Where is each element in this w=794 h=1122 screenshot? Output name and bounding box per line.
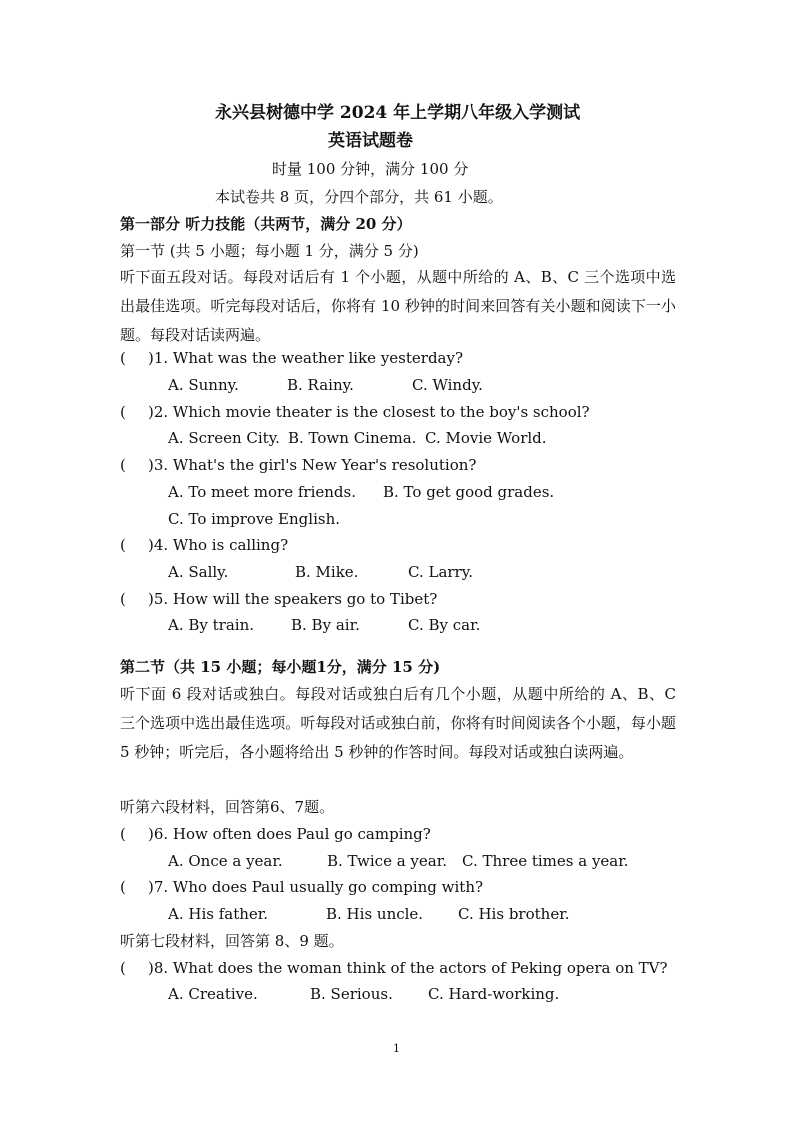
option-c: C. Movie World. <box>425 429 547 447</box>
section2-instruction: 听下面 6 段对话或独白。每段对话或独白后有几个小题，从题中所给的 A、B、C 三个选项中选出最佳选项。听每段对话或独白前，你将有时间阅读各个小题，每小题 5 秒钟；听完后，各小题将给出 5 秒钟的作答时间。每段对话或独白读两遍。 <box>120 685 676 761</box>
option-b: B. Town Cinema. <box>288 429 417 447</box>
question-6 <box>120 824 431 844</box>
question-text: )1. What was the weather like yesterday? <box>148 349 464 367</box>
option-b: B. His uncle. <box>326 905 424 923</box>
question-text: )6. How often does Paul go camping? <box>148 825 431 843</box>
option-a: A. Screen City. <box>168 429 280 447</box>
option-a: A. By train. <box>168 616 255 634</box>
material6-note: 听第六段材料，回答第6、7题。 <box>120 798 335 816</box>
page-number: 1 <box>393 1042 400 1055</box>
option-a: A. His father. <box>168 905 269 923</box>
answer-blank[interactable]: ( <box>120 590 126 608</box>
answer-blank[interactable]: ( <box>120 349 126 367</box>
question-4 <box>120 535 288 555</box>
option-a: A. Sunny. <box>168 376 239 394</box>
option-c: C. Larry. <box>408 563 473 581</box>
question-text: )3. What's the girl's New Year's resolution? <box>148 456 477 474</box>
option-c: C. To improve English. <box>168 510 340 528</box>
part1-heading: 第一部分 听力技能（共两节，满分 20 分） <box>120 215 412 233</box>
question-8 <box>120 958 668 978</box>
paper-info: 本试卷共 8 页，分四个部分，共 61 小题。 <box>215 188 503 206</box>
question-3 <box>120 455 476 475</box>
answer-blank[interactable]: ( <box>120 456 126 474</box>
option-a: A. To meet more friends. <box>168 483 356 501</box>
section1-instruction: 听下面五段对话。每段对话后有 1 个小题，从题中所给的 A、B、C 三个选项中选出最佳选项。听完每段对话后，你将有 10 秒钟的时间来回答有关小题和阅读下一小题。每段对话读两遍。 <box>120 268 676 344</box>
option-c: C. Windy. <box>412 376 483 394</box>
question-text: )4. Who is calling? <box>148 536 289 554</box>
section1-heading: 第一节 (共 5 小题；每小题 1 分，满分 5 分) <box>120 242 419 260</box>
question-7 <box>120 877 483 897</box>
option-c: C. By car. <box>408 616 481 634</box>
question-text: )8. What does the woman think of the actors of Peking opera on TV? <box>148 959 668 977</box>
question-5 <box>120 589 437 609</box>
option-b: B. Rainy. <box>287 376 354 394</box>
time-info: 时量 100 分钟，满分 100 分 <box>272 160 469 178</box>
option-a: A. Creative. <box>168 985 258 1003</box>
exam-title: 永兴县树德中学 2024 年上学期八年级入学测试 <box>215 103 581 123</box>
option-c: C. His brother. <box>458 905 570 923</box>
option-b: B. Serious. <box>310 985 393 1003</box>
answer-blank[interactable]: ( <box>120 825 126 843</box>
answer-blank[interactable]: ( <box>120 878 126 896</box>
answer-blank[interactable]: ( <box>120 536 126 554</box>
answer-blank[interactable]: ( <box>120 959 126 977</box>
option-b: B. Mike. <box>295 563 359 581</box>
question-2 <box>120 402 590 422</box>
option-b: B. By air. <box>291 616 360 634</box>
material7-note: 听第七段材料，回答第 8、9 题。 <box>120 932 344 950</box>
exam-subtitle: 英语试题卷 <box>328 131 413 151</box>
option-c: C. Three times a year. <box>462 852 629 870</box>
section2-heading: 第二节（共 15 小题；每小题1分，满分 15 分) <box>120 658 441 676</box>
question-text: )7. Who does Paul usually go comping with? <box>148 878 484 896</box>
question-text: )5. How will the speakers go to Tibet? <box>148 590 438 608</box>
question-1 <box>120 348 463 368</box>
answer-blank[interactable]: ( <box>120 403 126 421</box>
question-text: )2. Which movie theater is the closest to the boy's school? <box>148 403 590 421</box>
option-c: C. Hard-working. <box>428 985 560 1003</box>
option-b: B. To get good grades. <box>383 483 555 501</box>
option-a: A. Sally. <box>168 563 229 581</box>
option-a: A. Once a year. <box>168 852 283 870</box>
option-b: B. Twice a year. <box>327 852 448 870</box>
